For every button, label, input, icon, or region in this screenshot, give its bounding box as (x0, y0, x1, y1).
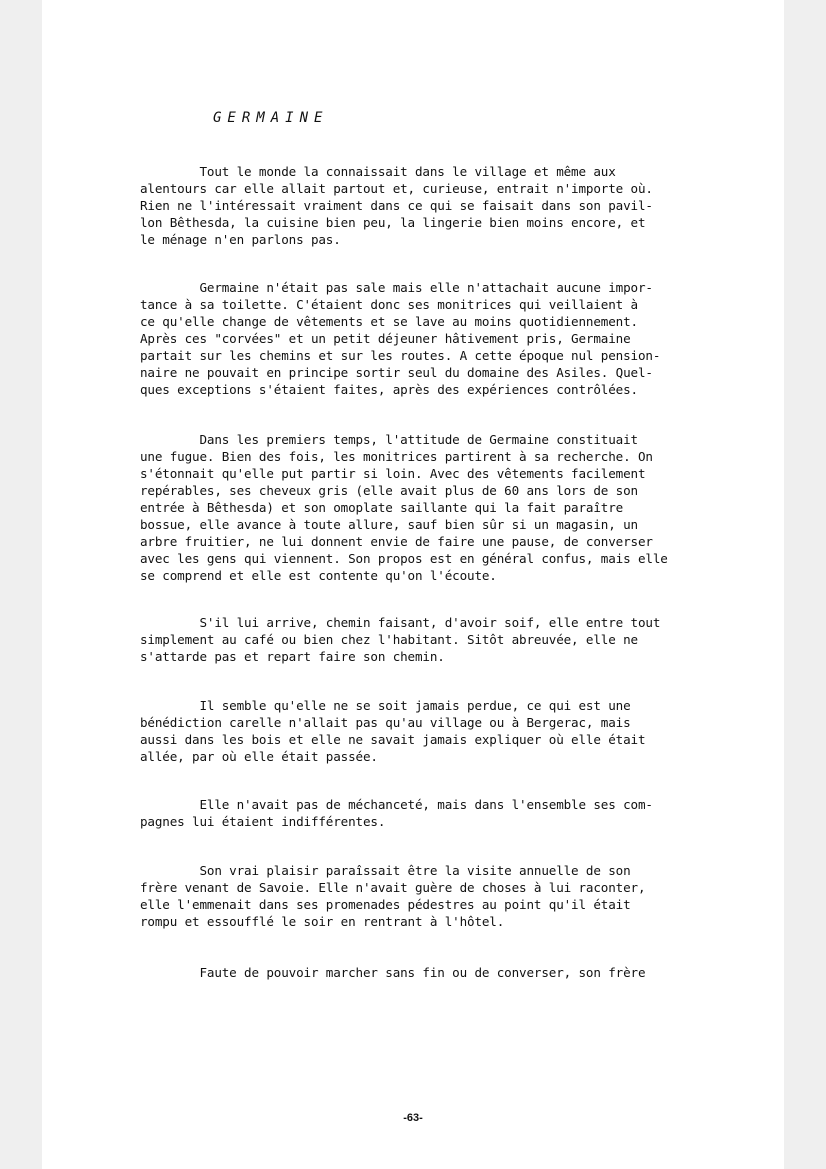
document-title: GERMAINE (213, 110, 329, 126)
paragraph-3: Dans les premiers temps, l'attitude de Germaine constituait une fugue. Bien des fois, les monitrices partirent à sa recherche. On s'étonnait qu'elle put partir si loin. Avec des vêtements facilement repérables, ses cheveux gris (elle avait plus de 60 ans lors de son entrée à Bêthesda) et son omoplate saillante qui la fait paraître bossue, elle avance à toute allure, sauf bien sûr si un magasin, un arbre fruitier, ne lui donnent envie de faire une pause, de converser avec les gens qui viennent. Son propos est en général confus, mais elle se comprend et elle est contente qu'on l'écoute. (140, 432, 668, 583)
paragraph-5: Il semble qu'elle ne se soit jamais perdue, ce qui est une bénédiction carelle n'allait pas qu'au village ou à Bergerac, mais aussi dans les bois et elle ne savait jamais expliquer où elle était allée, par où elle était passée. (140, 698, 646, 764)
paragraph-6: Elle n'avait pas de méchanceté, mais dans l'ensemble ses com- pagnes lui étaient indifférentes. (140, 797, 653, 829)
paragraph-1: Tout le monde la connaissait dans le village et même aux alentours car elle allait partout et, curieuse, entrait n'importe où. Rien ne l'intéressait vraiment dans ce qui se faisait dans son pavil- lon Bêthesda, la cuisine bien peu, la lingerie bien moins encore, et le ménage n'en parlons pas. (140, 164, 653, 247)
paragraph-8: Faute de pouvoir marcher sans fin ou de converser, son frère (140, 965, 646, 980)
page-number: -63- (403, 1112, 423, 1124)
paragraph-2: Germaine n'était pas sale mais elle n'attachait aucune impor- tance à sa toilette. C'étaient donc ses monitrices qui veillaient à ce qu'elle change de vêtements et se lave au moins quotidiennement. Après ces "corvées" et un petit déjeuner hâtivement pris, Germaine partait sur les chemins et sur les routes. A cette époque nul pension- naire ne pouvait en principe sortir seul du domaine des Asiles. Quel- ques exceptions s'étaient faites, après des expériences contrôlées. (140, 280, 661, 397)
right-margin (784, 0, 826, 1169)
paragraph-4: S'il lui arrive, chemin faisant, d'avoir soif, elle entre tout simplement au café ou bien chez l'habitant. Sitôt abreuvée, elle ne s'attarde pas et repart faire son chemin. (140, 615, 661, 664)
paragraph-7: Son vrai plaisir paraîssait être la visite annuelle de son frère venant de Savoie. Elle n'avait guère de choses à lui raconter, elle l'emmenait dans ses promenades pédestres au point qu'il était rompu et essoufflé le soir en rentrant à l'hôtel. (140, 863, 646, 929)
left-margin (0, 0, 42, 1169)
